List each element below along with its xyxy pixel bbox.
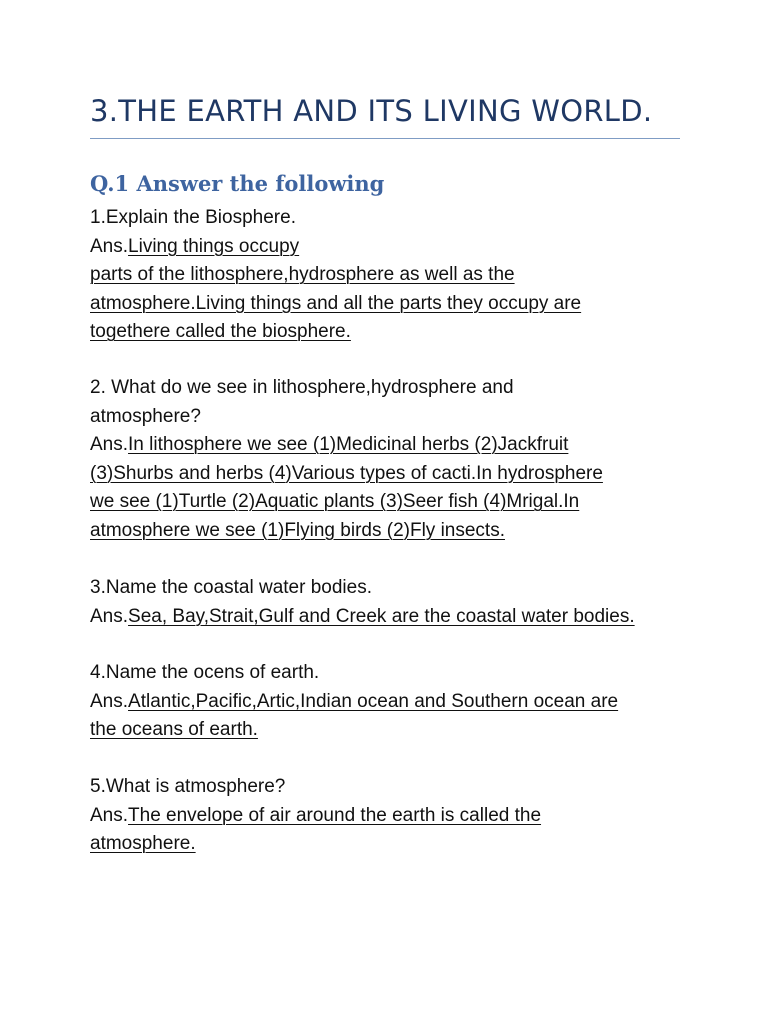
- answer-text: togethere called the biosphere.: [90, 321, 351, 342]
- answer-line: [90, 830, 690, 859]
- answer-text: Sea, Bay,Strait,Gulf and Creek are the coastal water bodies.: [128, 605, 635, 627]
- answer-prefix: Ans.: [90, 605, 129, 627]
- question-text: atmosphere?: [90, 405, 201, 427]
- answer-text: the oceans of earth.: [90, 719, 258, 740]
- section-heading: Q.1 Answer the following: [90, 171, 385, 196]
- question-text: 2. What do we see in lithosphere,hydrosphere and: [90, 377, 514, 398]
- answer-text: In lithosphere we see (1)Medicinal herbs (2)Jackfruit: [128, 434, 569, 455]
- answer-text: atmosphere we see (1)Flying birds (2)Fly insects.: [90, 519, 505, 541]
- answer-text: (3)Shurbs and herbs (4)Various types of cacti.In hydrosphere: [90, 462, 603, 484]
- answer-line: [90, 290, 690, 319]
- answer-line: [90, 261, 690, 290]
- question-text: 5.What is atmosphere?: [90, 776, 286, 797]
- qa-block-4: [90, 659, 690, 745]
- answer-text: atmosphere.Living things and all the parts they occupy are: [90, 292, 582, 314]
- answer-line: [90, 488, 690, 517]
- answer-text: parts of the lithosphere,hydrosphere as well as the: [90, 264, 515, 285]
- answer-prefix: Ans.: [90, 804, 129, 826]
- answer-text: Atlantic,Pacific,Artic,Indian ocean and Southern ocean are: [128, 690, 619, 712]
- answer-line: [90, 431, 690, 460]
- document-title: 3.THE EARTH AND ITS LIVING WORLD.: [90, 94, 653, 128]
- answer-line: [90, 318, 690, 347]
- answer-prefix: Ans.: [90, 434, 129, 455]
- qa-block-1: [90, 204, 690, 347]
- question-text: 1.Explain the Biosphere.: [90, 207, 296, 228]
- answer-line: [90, 802, 690, 831]
- answer-text: we see (1)Turtle (2)Aquatic plants (3)Seer fish (4)Mrigal.In: [90, 491, 580, 512]
- answer-line: [90, 688, 690, 717]
- answer-prefix: Ans.: [90, 235, 129, 257]
- answer-text: atmosphere.: [90, 833, 196, 854]
- answer-prefix: Ans.: [90, 690, 129, 712]
- answer-line: [90, 460, 690, 489]
- answer-text: Living things occupy: [128, 235, 300, 257]
- answer-line: [90, 603, 690, 632]
- answer-line: [90, 716, 690, 745]
- title-underline-rule: [90, 138, 680, 139]
- question-text: 3.Name the coastal water bodies.: [90, 577, 372, 598]
- qa-block-5: [90, 773, 690, 859]
- question-text: 4.Name the ocens of earth.: [90, 662, 320, 683]
- answer-line: [90, 233, 690, 262]
- qa-block-3: [90, 574, 690, 631]
- answer-text: The envelope of air around the earth is called the: [128, 804, 542, 826]
- qa-block-2: [90, 374, 690, 545]
- answer-line: [90, 517, 690, 546]
